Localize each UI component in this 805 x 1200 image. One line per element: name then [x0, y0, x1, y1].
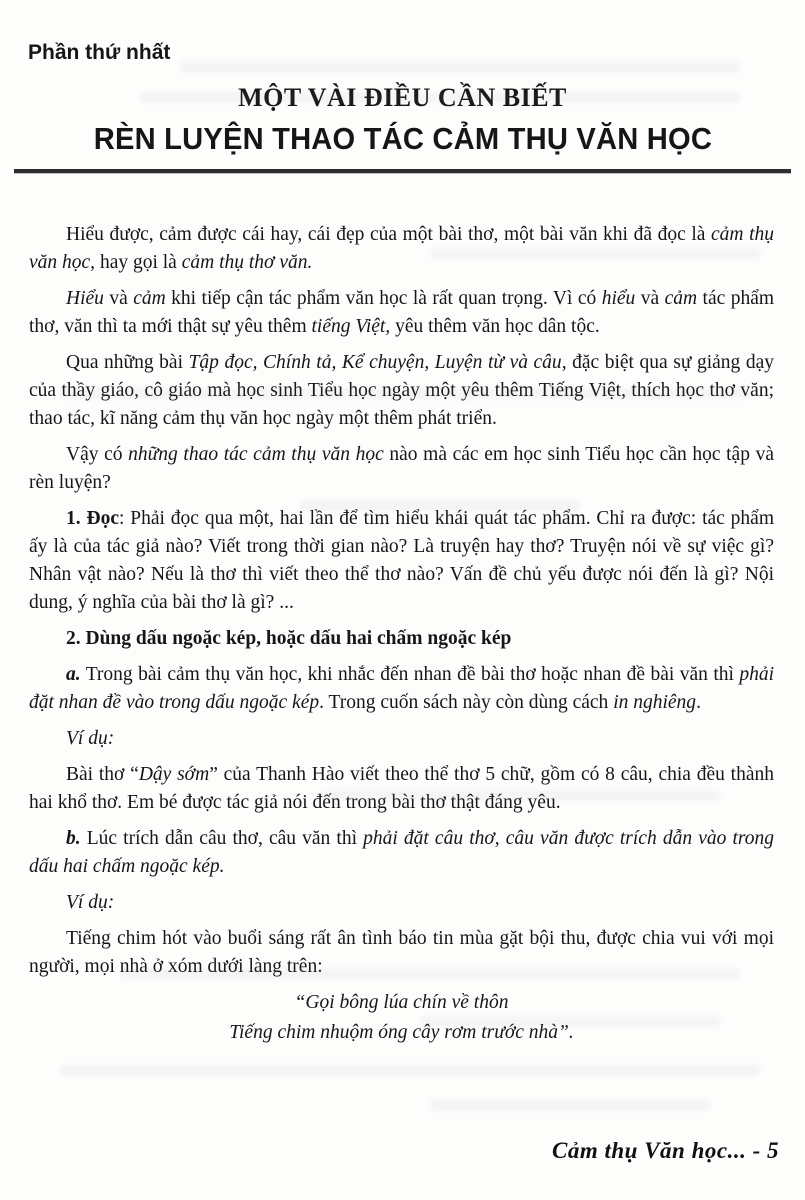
text-run: khi tiếp cận tác phẩm văn học là rất quan trọng. Vì có — [165, 287, 602, 309]
text-run: tác phẩm thơ, văn thì ta mới thật sự yêu thêm — [29, 287, 775, 337]
paragraph — [29, 285, 774, 341]
paragraph — [29, 925, 774, 981]
text-run: và — [635, 287, 665, 309]
text-run: Dậy sớm — [138, 763, 210, 785]
text-run: Ví dụ: — [66, 727, 115, 749]
text-run: và — [103, 287, 134, 309]
page-title-line2-text: RÈN LUYỆN THAO TÁC CẢM THỤ VĂN HỌC — [93, 121, 712, 157]
text-run: Tiếng chim nhuộm óng cây rơm trước nhà”. — [229, 1021, 574, 1043]
paragraph — [29, 625, 774, 653]
paragraph — [29, 761, 774, 817]
page-title-line2 — [0, 121, 805, 157]
verse-line — [29, 1019, 774, 1047]
text-run: những thao tác cảm thụ văn học — [128, 443, 384, 465]
paragraph — [29, 725, 774, 753]
text-run: : Phải đọc qua một, hai lần để tìm hiểu khái quát tác phẩm. Chỉ ra được: tác phẩm ấy là của tác giả nào? Viết trong thời gian nào? Là truyện hay thơ? Truyện nói về sự việc gì? Nhân vật nào? Nếu là thơ thì viết theo thể thơ nào? Vấn đề chủ yếu được nói đến là gì? Nội dung, ý nghĩa của bài thơ là gì? ... — [29, 507, 774, 613]
title-divider — [14, 169, 791, 173]
paragraph — [29, 505, 774, 617]
text-run: cảm — [133, 287, 166, 309]
paragraph — [29, 889, 774, 917]
text-run: Trong bài cảm thụ văn học, khi nhắc đến nhan đề bài thơ hoặc nhan đề bài văn thì — [80, 663, 740, 685]
text-run: Bài thơ “ — [66, 763, 139, 785]
text-run: Tiếng chim hót vào buổi sáng rất ân tình báo tin mùa gặt bội thu, được chia vui với mọi người, mọi nhà ở xóm dưới làng trên: — [29, 927, 774, 977]
text-run: Hiểu được, cảm được cái hay, cái đẹp của một bài thơ, một bài văn khi đã đọc là — [66, 223, 711, 245]
text-run: a. — [66, 663, 81, 685]
page-footer: Cảm thụ Văn học... - 5 — [552, 1138, 779, 1163]
text-run: hiểu — [601, 287, 636, 309]
text-run: phải đặt nhan đề vào trong dấu ngoặc kép — [29, 663, 774, 713]
text-run: cảm — [664, 287, 698, 309]
text-run: yêu thêm văn học dân tộc. — [390, 315, 600, 337]
text-run: , đặc biệt qua sự giảng dạy của thầy giáo, cô giáo mà học sinh Tiểu học ngày một yêu thêm Tiếng Việt, thích học thơ văn; thao tác, kĩ năng cảm thụ văn học ngày một thêm phát triển. — [29, 351, 774, 429]
text-run: . — [696, 691, 701, 713]
text-run: . Trong cuốn sách này còn dùng cách — [319, 691, 614, 713]
text-run: 2. Dùng dấu ngoặc kép, hoặc dấu hai chấm ngoặc kép — [66, 627, 512, 649]
text-run: Ví dụ: — [66, 891, 115, 913]
page-title-line1: MỘT VÀI ĐIỀU CẦN BIẾT — [238, 83, 567, 113]
text-run: ” của Thanh Hào viết theo thể thơ 5 chữ, gồm có 8 câu, chia đều thành hai khổ thơ. Em bé được tác giả nói đến trong bài thơ thật đáng yêu. — [29, 763, 774, 813]
text-run: in nghiêng — [613, 691, 697, 713]
text-run: Tập đọc, Chính tả, Kể chuyện, Luyện từ và câu — [188, 351, 562, 373]
text-run: cảm thụ thơ văn. — [181, 251, 313, 273]
text-run: Qua những bài — [66, 351, 189, 373]
paragraph — [29, 349, 774, 433]
paragraph — [29, 221, 774, 277]
paragraph — [29, 441, 774, 497]
text-run: nào mà các em học sinh Tiểu học cần học tập và rèn luyện? — [29, 443, 774, 493]
verse-line — [29, 989, 774, 1017]
paragraph — [29, 661, 774, 717]
text-run: hay gọi là — [95, 251, 182, 273]
text-run: Hiểu — [66, 287, 104, 309]
text-run: cảm thụ văn học, — [29, 223, 775, 273]
text-run: tiếng Việt, — [311, 315, 391, 337]
text-run: Lúc trích dẫn câu thơ, câu văn thì — [80, 827, 364, 849]
text-run: b. — [66, 827, 81, 849]
paragraph — [29, 825, 774, 881]
body-text — [0, 221, 805, 1047]
text-run: “Gọi bông lúa chín về thôn — [294, 991, 509, 1013]
text-run: 1. Đọc — [66, 507, 119, 529]
section-label: Phần thứ nhất — [28, 41, 171, 64]
text-run: phải đặt câu thơ, câu văn được trích dẫn vào trong dấu hai chấm ngoặc kép. — [29, 827, 775, 877]
text-run: Vậy có — [66, 443, 129, 465]
